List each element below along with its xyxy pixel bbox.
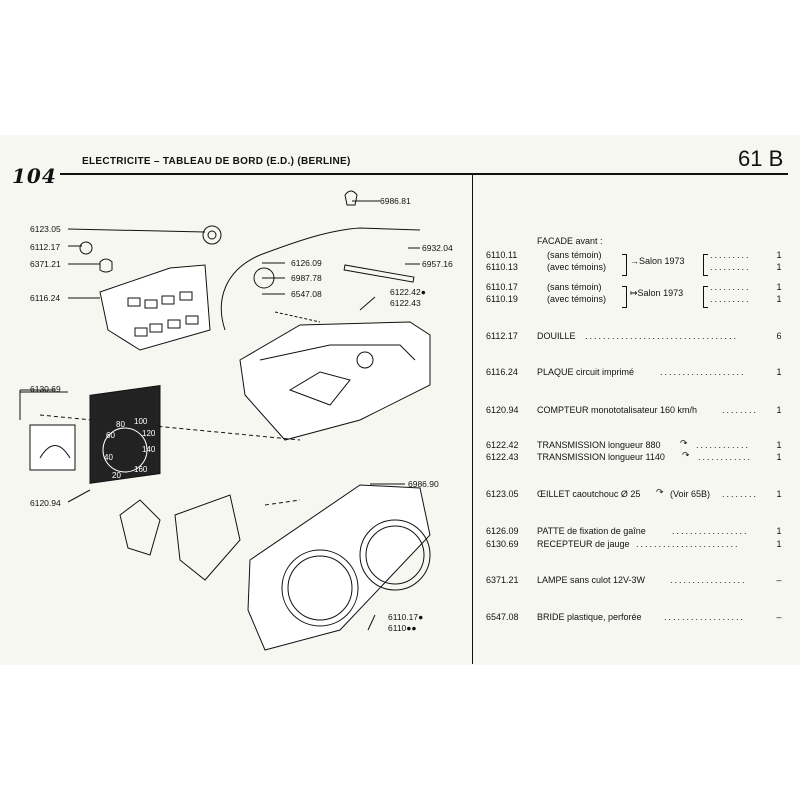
part-desc: TRANSMISSION longueur 880 — [537, 440, 661, 450]
part-note: (Voir 65B) — [670, 489, 711, 499]
gauge-label-80: 80 — [116, 420, 125, 429]
gauge-label-160: 160 — [134, 465, 148, 474]
callout: 6986.90 — [408, 479, 439, 489]
part-desc: PLAQUE circuit imprimé — [537, 367, 635, 377]
callout: 6130.69 — [30, 384, 61, 394]
callout: 6110.17● — [388, 612, 424, 622]
gauge-label-40: 40 — [104, 453, 113, 462]
callout: 6987.78 — [291, 273, 322, 283]
gauge-symbol-icon: ↷ — [656, 487, 664, 497]
part-qty: 1 — [776, 294, 782, 304]
leader-dots: ............ — [698, 452, 753, 462]
callout: 6126.09 — [291, 258, 322, 268]
part-ref: 6371.21 — [486, 575, 519, 585]
callout: 6123.05 — [30, 224, 61, 234]
part-qty: – — [776, 575, 782, 585]
part-ref: 6547.08 — [486, 612, 519, 622]
part-qty: 1 — [776, 250, 782, 260]
callout: 6371.21 — [30, 259, 61, 269]
bracket — [703, 286, 708, 308]
leader-dots: ....................... — [636, 539, 740, 549]
leader-dots: ......... — [710, 262, 751, 272]
page-title: ELECTRICITE – TABLEAU DE BORD (E.D.) (BERLINE) — [82, 156, 351, 167]
part-ref: 6110.11 — [486, 250, 518, 260]
leader-dots: ......... — [710, 294, 751, 304]
fixing-strap — [344, 265, 414, 282]
leader-dots: .................................. — [585, 331, 739, 341]
facade-header: FACADE avant : — [537, 236, 603, 246]
gauge-label-140: 140 — [142, 445, 156, 454]
gauge-bracket — [120, 500, 160, 555]
fuel-gauge — [30, 425, 75, 470]
part-desc: LAMPE sans culot 12V-3W — [537, 575, 646, 585]
callout: 6122.42● — [390, 287, 426, 297]
part-qty: 1 — [776, 282, 782, 292]
part-ref: 6130.69 — [486, 539, 519, 549]
part-desc: (sans témoin) — [547, 282, 602, 292]
gauge-symbol-icon: ↷ — [680, 438, 688, 448]
model-number: 104 — [12, 164, 57, 188]
bulb-socket — [80, 242, 92, 254]
part-ref: 6110.17 — [486, 282, 518, 292]
part-desc: (avec témoins) — [547, 294, 607, 304]
bulb — [100, 259, 112, 272]
part-qty: 1 — [776, 526, 782, 536]
bracket — [622, 254, 627, 276]
part-desc: DOUILLE — [537, 331, 576, 341]
leader-dots: ................... — [660, 367, 746, 377]
page-number: 61 B — [738, 146, 784, 171]
part-ref: 6116.24 — [486, 367, 518, 377]
part-desc: BRIDE plastique, perforée — [537, 612, 642, 622]
leader-dots: ........ — [722, 405, 759, 415]
part-qty: – — [776, 612, 782, 622]
part-qty: 1 — [776, 262, 782, 272]
callout: 6986.81 — [380, 196, 411, 206]
part-qty: 1 — [776, 452, 782, 462]
part-ref: 6126.09 — [486, 526, 519, 536]
leader-dots: ................. — [670, 575, 747, 585]
gauge-label-60: 60 — [106, 431, 115, 440]
part-desc: RECEPTEUR de jauge — [537, 539, 630, 549]
grommet — [203, 226, 221, 244]
callout: 6120.94 — [30, 498, 61, 508]
callout: 6112.17 — [30, 242, 61, 252]
callout: 6110●● — [388, 623, 417, 633]
gauge-label-20: 20 — [112, 471, 121, 480]
gauge-label-120: 120 — [142, 429, 156, 438]
part-qty: 1 — [776, 440, 782, 450]
salon-note: ↦Salon 1973 — [630, 288, 684, 298]
leader-dots: .................. — [664, 612, 746, 622]
part-qty: 1 — [776, 405, 782, 415]
part-ref: 6112.17 — [486, 331, 518, 341]
callout: 6116.24 — [30, 293, 61, 303]
bracket — [703, 254, 708, 276]
part-desc: (avec témoins) — [547, 262, 607, 272]
part-ref: 6122.42 — [486, 440, 519, 450]
gauge-shield — [175, 495, 240, 580]
part-qty: 1 — [776, 539, 782, 549]
part-ref: 6110.19 — [486, 294, 518, 304]
leader-dots: ........ — [722, 489, 759, 499]
dashboard-housing — [240, 322, 430, 440]
part-ref: 6110.13 — [486, 262, 518, 272]
part-desc: TRANSMISSION longueur 1140 — [537, 452, 665, 462]
part-desc: ŒILLET caoutchouc Ø 25 — [537, 489, 641, 499]
part-desc: PATTE de fixation de gaîne — [537, 526, 646, 536]
salon-note: →Salon 1973 — [630, 256, 685, 266]
callout: 6957.16 — [422, 259, 453, 269]
gauge-label-100: 100 — [134, 417, 148, 426]
part-desc: COMPTEUR monototalisateur 160 km/h — [537, 405, 698, 415]
bracket — [622, 286, 627, 308]
part-qty: 1 — [776, 489, 782, 499]
leader-dots: ......... — [710, 282, 751, 292]
callout: 6547.08 — [291, 289, 322, 299]
callout: 6122.43 — [390, 298, 421, 308]
part-ref: 6123.05 — [486, 489, 519, 499]
part-ref: 6120.94 — [486, 405, 519, 415]
gauge-symbol-icon: ↷ — [682, 450, 690, 460]
part-ref: 6122.43 — [486, 452, 519, 462]
leader-dots: ......... — [710, 250, 751, 260]
callout: 6932.04 — [422, 243, 453, 253]
part-qty: 6 — [776, 331, 782, 341]
leader-dots: ............ — [696, 440, 751, 450]
part-qty: 1 — [776, 367, 782, 377]
part-desc: (sans témoin) — [547, 250, 602, 260]
leader-dots: ................. — [672, 526, 749, 536]
